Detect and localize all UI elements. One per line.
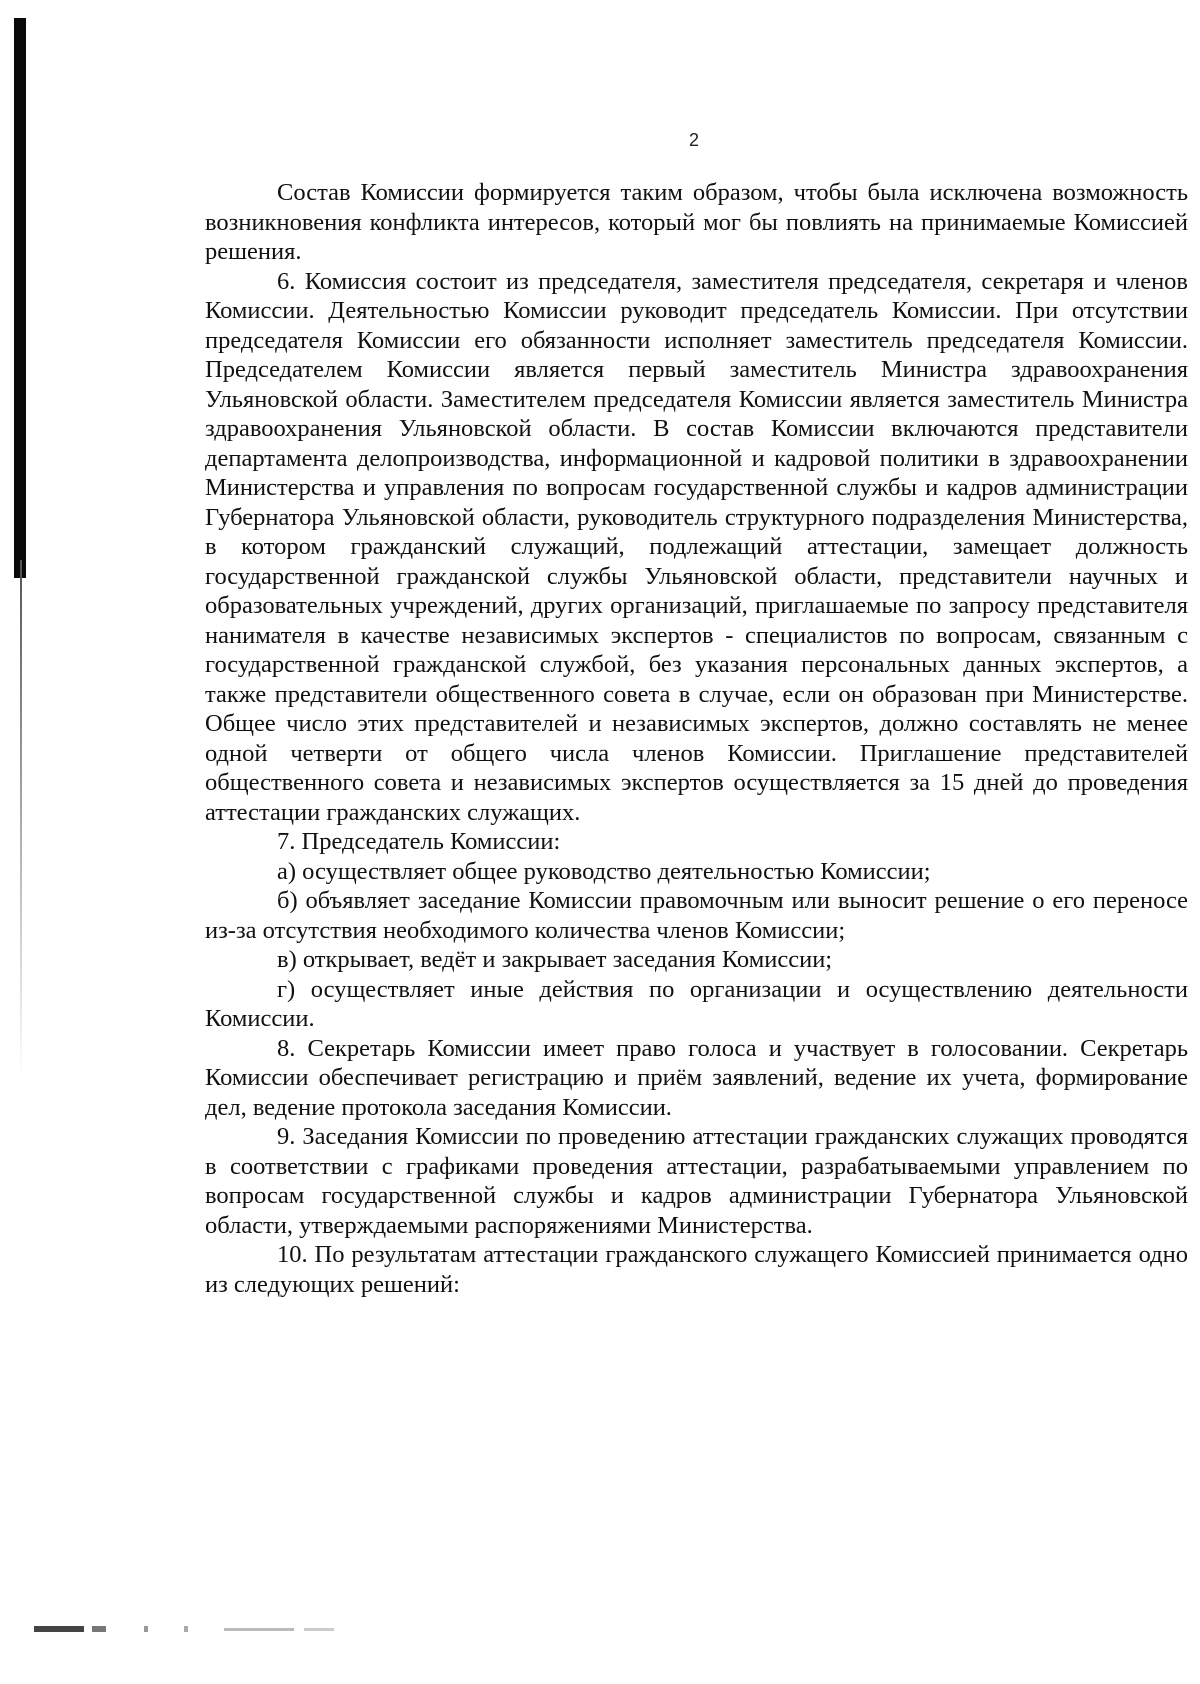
paragraph-item-6: 6. Комиссия состоит из председателя, заместителя председателя, секретаря и членов Комиссии. Деятельностью Комиссии руководит председатель Комиссии. При отсутствии председателя Комиссии его обязанности исполняет заместитель председателя Комиссии. Председателем Комиссии является первый заместитель Министра здравоохранения Ульяновской области. Заместителем председателя Комиссии является заместитель Министра здравоохранения Ульяновской области. В состав Комиссии включаются представители департамента делопроизводства, информационной и кадровой политики в здравоохранении Министерства и управления по вопросам государственной службы и кадров администрации Губернатора Ульяновской области, руководитель структурного подразделения Министерства, в котором гражданский служащий, подлежащий аттестации, замещает должность государственной гражданской службы Ульяновской области, представители научных и образовательных учреждений, других организаций, приглашаемые по запросу представителя нанимателя в качестве независимых экспертов - специалистов по вопросам, связанным с государственной гражданской службой, без указания персональных данных экспертов, а также представители общественного совета в случае, если он образован при Министерстве. Общее число этих представителей и независимых экспертов, должно составлять не менее одной четверти от общего числа членов Комиссии. Приглашение представителей общественного совета и независимых экспертов осуществляется за 15 дней до проведения аттестации гражданских служащих. — [205, 267, 1188, 826]
paragraph-composition: Состав Комиссии формируется таким образом, чтобы была исключена возможность возникновения конфликта интересов, который мог бы повлиять на принимаемые Комиссией решения. — [205, 179, 1188, 265]
document-body — [205, 178, 1188, 1299]
page-number: 2 — [688, 130, 699, 150]
paragraph-item-9: 9. Заседания Комиссии по проведению аттестации гражданских служащих проводятся в соответствии с графиками проведения аттестации, разрабатываемыми управлением по вопросам государственной службы и кадров администрации Губернатора Ульяновской области, утверждаемыми распоряжениями Министерства. — [205, 1123, 1188, 1239]
scan-footer-noise — [34, 1626, 354, 1636]
paragraph-item-7d: г) осуществляет иные действия по организации и осуществлению деятельности Комиссии. — [205, 975, 1188, 1032]
paragraph-item-7c: в) открывает, ведёт и закрывает заседания Комиссии; — [277, 946, 833, 973]
paragraph-item-7a: а) осуществляет общее руководство деятельностью Комиссии; — [277, 857, 931, 885]
scan-edge-shadow — [20, 560, 22, 1080]
scan-edge-mark — [14, 18, 26, 578]
paragraph-item-10: 10. По результатам аттестации гражданского служащего Комиссией принимается одно из следующих решений: — [205, 1241, 1188, 1298]
paragraph-item-8: 8. Секретарь Комиссии имеет право голоса и участвует в голосовании. Секретарь Комиссии обеспечивает регистрацию и приём заявлений, ведение их учета, формирование дел, ведение протокола заседания Комиссии. — [205, 1034, 1188, 1121]
paragraph-item-7b: б) объявляет заседание Комиссии правомочным или выносит решение о его переносе из-за отсутствия необходимого количества членов Комиссии; — [205, 887, 1188, 944]
paragraph-item-7: 7. Председатель Комиссии: — [277, 828, 561, 855]
